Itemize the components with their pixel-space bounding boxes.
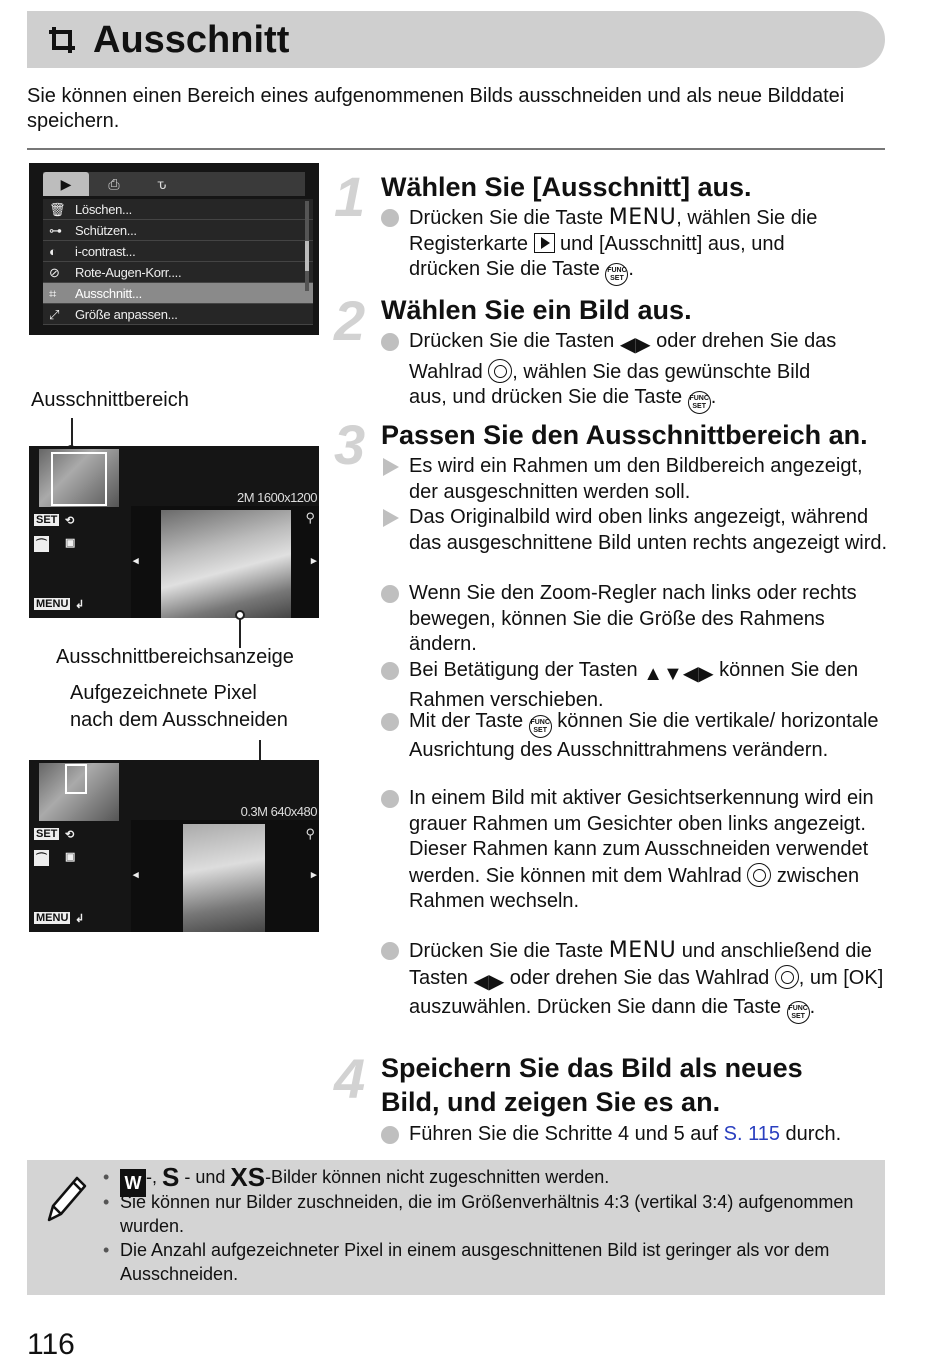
frame-icon: ▣ xyxy=(65,851,76,863)
func-set-button-icon: FUNC SET xyxy=(529,715,552,738)
recorded-pixels-label-2: nach dem Ausschneiden xyxy=(70,709,288,731)
step-bullet: Bei Betätigung der Tasten ▲▼◀▶ können Sie den Rahmen verschieben. xyxy=(381,658,891,713)
zoom-icon: ⚲ xyxy=(305,510,315,525)
crop-frame xyxy=(51,452,107,506)
crop-area-label: Ausschnittbereich xyxy=(31,389,189,411)
crop-display-label: Ausschnittbereichsanzeige xyxy=(56,646,294,668)
rotate-icon: ⟲ xyxy=(65,829,75,841)
step-title: Wählen Sie ein Bild aus. xyxy=(381,295,692,325)
arrow-right-icon: ▸ xyxy=(311,869,317,881)
resize-icon: ⤢ xyxy=(49,307,60,322)
menu-item: ⤢ Größe anpassen... xyxy=(43,304,313,325)
crop-preview-image xyxy=(161,510,291,618)
menu-item: 🗑 Löschen... xyxy=(43,199,313,220)
left-right-arrows-icon: ◀▶ xyxy=(473,970,505,993)
control-dial-icon xyxy=(775,965,799,989)
widescreen-icon: W xyxy=(120,1169,146,1197)
crop-screen-original xyxy=(29,446,319,618)
step-title-line-2: Bild, und zeigen Sie es an. xyxy=(381,1087,721,1117)
step-number: 3 xyxy=(334,413,366,476)
size-s-icon: S xyxy=(162,1162,180,1192)
pencil-icon xyxy=(41,1172,87,1224)
step-title: Passen Sie den Ausschnittbereich an. xyxy=(381,420,868,450)
dial-label-icon: ⌒ xyxy=(34,850,49,866)
note-item: • W -, S - und XS-Bilder können nicht zugeschnitten werden. xyxy=(120,1165,880,1197)
frame-icon: ▣ xyxy=(65,537,76,549)
intro-text: Sie können einen Bereich eines aufgenommenen Bilds ausschneiden und als neue Bilddatei speichern. xyxy=(27,85,845,132)
menu-label: MENU xyxy=(36,598,69,610)
step-bullet: Es wird ein Rahmen um den Bildbereich angezeigt, der ausgeschnitten werden soll. xyxy=(381,454,891,505)
crop-icon: ⌗ xyxy=(49,286,57,301)
recorded-pixels-label: Aufgezeichnete Pixel xyxy=(70,682,257,704)
menu-scrollbar xyxy=(305,201,309,291)
arrow-right-icon: ▸ xyxy=(311,555,317,567)
red-eye-icon: ⊘ xyxy=(49,265,60,280)
crop-preview xyxy=(131,820,319,932)
pixel-count: 2M 1600x1200 xyxy=(236,490,317,505)
page-title: Ausschnitt xyxy=(93,19,290,61)
crop-screen-result xyxy=(29,760,319,932)
step-bullet: Drücken Sie die Tasten ◀▶ oder drehen Sie das Wahlrad , wählen Sie das gewünschte Bild aus, und drücken Sie die Taste FUNC SET . xyxy=(381,329,891,414)
step-bullet: Drücken Sie die Taste MENU und anschließend die Tasten ◀▶ oder drehen Sie das Wahlrad , um [OK] auszuwählen. Drücken Sie dann die Taste FUNC SET . xyxy=(381,938,891,1024)
control-dial-icon xyxy=(747,863,771,887)
settings-tab-icon: ԏ xyxy=(157,176,167,192)
pixel-count: 0.3M 640x480 xyxy=(240,804,317,819)
control-dial-icon xyxy=(488,359,512,383)
divider xyxy=(27,148,885,150)
back-icon: ↲ xyxy=(75,599,85,611)
menu-item: ⊶ Schützen... xyxy=(43,220,313,241)
arrow-left-icon: ◂ xyxy=(133,555,139,567)
step-bullet: Drücken Sie die Taste MENU, wählen Sie die Registerkarte und [Ausschnitt] aus, und drücken Sie die Taste FUNC SET . xyxy=(381,205,891,286)
crop-icon xyxy=(47,25,77,55)
playback-tab-icon: ▶ xyxy=(43,172,89,196)
menu-button-icon: MENU xyxy=(608,205,677,230)
callout-line xyxy=(239,618,241,648)
step-bullet: Mit der Taste FUNC SET können Sie die vertikale/ horizontale Ausrichtung des Ausschnittrahmens verändern. xyxy=(381,709,891,764)
step-bullet: Wenn Sie den Zoom-Regler nach links oder rechts bewegen, können Sie die Größe des Rahmens ändern. xyxy=(381,581,891,658)
step-number: 2 xyxy=(334,289,366,352)
menu-tabs xyxy=(43,172,305,196)
back-icon: ↲ xyxy=(75,913,85,925)
step-number: 1 xyxy=(334,165,366,228)
key-icon: ⊶ xyxy=(49,223,62,238)
set-label: SET xyxy=(36,828,58,840)
menu-item-selected: ⌗ Ausschnitt... xyxy=(43,283,313,304)
page-link[interactable]: S. 115 xyxy=(723,1123,780,1145)
size-xs-icon: XS xyxy=(230,1162,266,1192)
four-way-arrows-icon: ▲▼◀▶ xyxy=(643,663,714,685)
func-set-button-icon: FUNC SET xyxy=(787,1001,810,1024)
print-tab-icon: ⎙ xyxy=(108,176,120,192)
playback-tab-icon xyxy=(534,233,555,253)
step-number: 4 xyxy=(334,1047,366,1110)
zoom-icon: ⚲ xyxy=(305,826,315,841)
note-box xyxy=(27,1160,885,1295)
left-right-arrows-icon: ◀▶ xyxy=(619,334,651,356)
contrast-icon: ◐ xyxy=(49,244,57,259)
func-set-button-icon: FUNC SET xyxy=(605,263,628,286)
note-item: • Sie können nur Bilder zuschneiden, die im Größenverhältnis 4:3 (vertikal 3:4) aufgenommen wurden. xyxy=(103,1192,854,1236)
menu-item: ◐ i-contrast... xyxy=(43,241,313,262)
menu-label: MENU xyxy=(36,912,69,924)
step-bullet: Führen Sie die Schritte 4 und 5 auf S. 115 durch. xyxy=(381,1122,891,1148)
func-set-button-icon: FUNC SET xyxy=(688,391,711,414)
arrow-left-icon: ◂ xyxy=(133,869,139,881)
dial-label-icon: ⌒ xyxy=(34,536,49,552)
crop-preview xyxy=(131,506,319,618)
menu-button-icon: MENU xyxy=(608,938,677,963)
step-title: Speichern Sie das Bild als neues xyxy=(381,1053,803,1083)
crop-preview-image xyxy=(183,824,265,932)
crop-frame xyxy=(65,764,87,794)
page-number: 116 xyxy=(27,1328,75,1361)
step-bullet: In einem Bild mit aktiver Gesichtserkennung wird ein grauer Rahmen um Gesichter oben links angezeigt. Dieser Rahmen kann zum Ausschneiden verwendet werden. Sie können mit dem Wahlrad zwischen Rahmen wechseln. xyxy=(381,786,891,915)
rotate-icon: ⟲ xyxy=(65,515,75,527)
title-bar xyxy=(27,11,885,68)
camera-menu-screen xyxy=(29,163,319,335)
set-label: SET xyxy=(36,514,58,526)
step-bullet: Das Originalbild wird oben links angezeigt, während das ausgeschnittene Bild unten rechts angezeigt wird. xyxy=(381,505,891,556)
menu-item: ⊘ Rote-Augen-Korr.... xyxy=(43,262,313,283)
step-title: Wählen Sie [Ausschnitt] aus. xyxy=(381,172,752,202)
note-item: • Die Anzahl aufgezeichneter Pixel in einem ausgeschnittenen Bild ist geringer als vor dem Ausschneiden. xyxy=(103,1240,830,1284)
trash-icon: 🗑 xyxy=(49,202,66,217)
